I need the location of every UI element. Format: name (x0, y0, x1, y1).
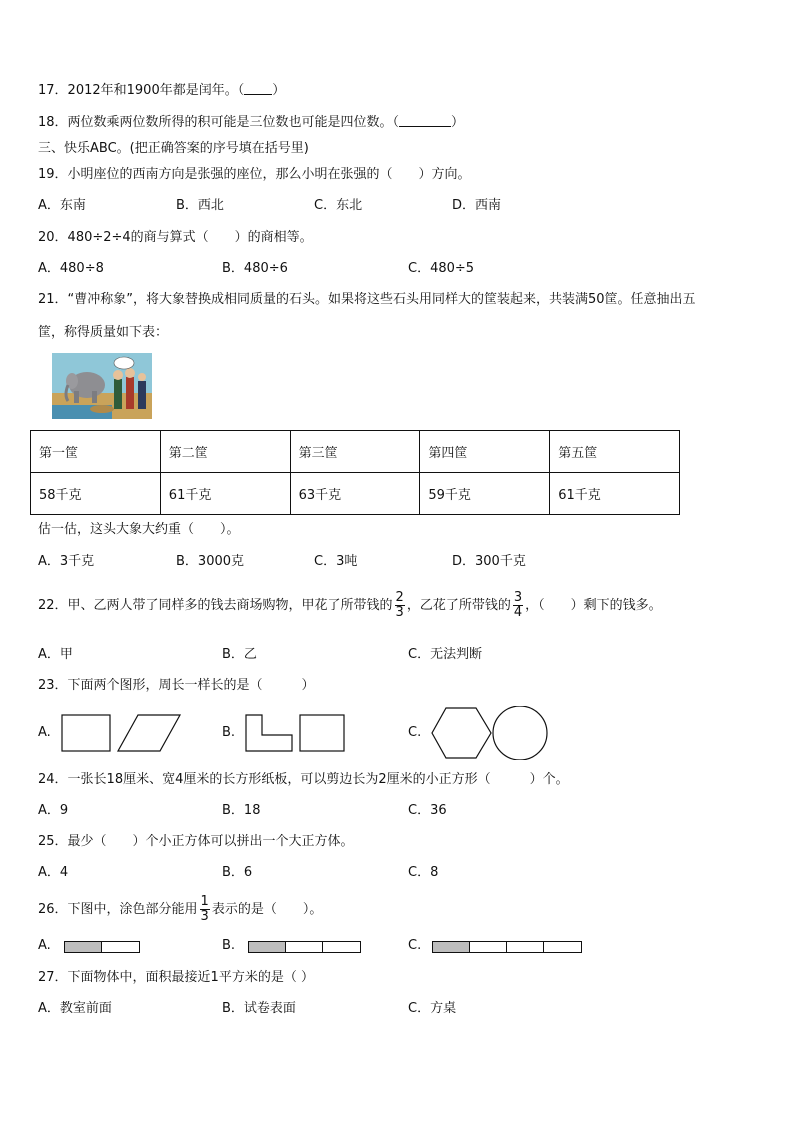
option-c[interactable]: C．无法判断 (408, 647, 483, 662)
blank-part (102, 942, 139, 952)
option-a[interactable]: A．9 (38, 803, 69, 818)
blank-part (323, 942, 360, 952)
table-header-cell: 第一筐 (31, 431, 161, 473)
option-d[interactable]: D．300千克 (452, 554, 526, 569)
table-header-cell: 第四筐 (420, 431, 550, 473)
table-header-row (31, 431, 680, 473)
option-a[interactable]: A. (38, 938, 51, 953)
question-23: 23．下面两个图形，周长一样长的是（ ） (38, 678, 315, 693)
shaded-part (65, 942, 102, 952)
option-c[interactable]: C. (408, 725, 422, 740)
fraction-bar-b (248, 941, 361, 953)
answer-blank[interactable] (244, 82, 272, 95)
question-18: 18．两位数乘两位数所得的积可能是三位数也可能是四位数。（ ） (38, 115, 465, 130)
hexagon-and-circle-figure (430, 706, 550, 760)
table-header-cell: 第五筐 (550, 431, 680, 473)
option-a[interactable]: A．东南 (38, 198, 86, 213)
fraction: $\frac{2}{3}$ (395, 590, 404, 620)
question-17: 17．2012年和1900年都是闰年。（ ） (38, 83, 286, 98)
option-c[interactable]: C．3吨 (314, 554, 358, 569)
fraction: $\frac{1}{3}$ (200, 894, 209, 924)
question-24: 24．一张长18厘米、宽4厘米的长方形纸板，可以剪边长为2厘米的小正方形（ ）个。 (38, 772, 569, 787)
option-c[interactable]: C．东北 (314, 198, 363, 213)
cao-chong-elephant-illustration (52, 353, 152, 419)
fraction: $\frac{3}{4}$ (513, 590, 523, 620)
question-26: 26．下图中，涂色部分能用 $\frac{1}{3}$ 表示的是（ ）。 (38, 894, 323, 924)
option-a[interactable]: A．教室前面 (38, 1001, 112, 1016)
table-cell: 59千克 (420, 473, 550, 515)
blank-part (286, 942, 323, 952)
question-27: 27．下面物体中，面积最接近1平方米的是（ ） (38, 970, 314, 985)
option-b[interactable]: B．3000克 (176, 554, 245, 569)
option-d[interactable]: D．西南 (452, 198, 502, 213)
option-a[interactable]: A．3千克 (38, 554, 95, 569)
option-b[interactable]: B．试卷表面 (222, 1001, 296, 1016)
table-header-cell: 第二筐 (160, 431, 290, 473)
l-shape-and-square-figure (244, 713, 348, 753)
blank-part (507, 942, 544, 952)
question-22: 22．甲、乙两人带了同样多的钱去商场购物，甲花了所带钱的 $\frac{2}{3}$ ，乙花了所带钱的 $\frac{3}{4}$ ，（ ）剩下的钱多。 (38, 590, 662, 620)
weights-table (30, 430, 680, 515)
fraction-bar-c (432, 941, 582, 953)
option-c[interactable]: C．36 (408, 803, 447, 818)
option-c[interactable]: C．480÷5 (408, 261, 475, 276)
table-cell: 61千克 (160, 473, 290, 515)
question-21-estimate: 估一估，这头大象大约重（ ）。 (38, 522, 240, 537)
table-cell: 61千克 (550, 473, 680, 515)
option-b[interactable]: B．18 (222, 803, 261, 818)
square-and-parallelogram-figure (60, 713, 184, 753)
table-row (31, 473, 680, 515)
question-20: 20．480÷2÷4的商与算式（ ）的商相等。 (38, 230, 313, 245)
option-a[interactable]: A. (38, 725, 51, 740)
option-b[interactable]: B．乙 (222, 647, 257, 662)
question-21-line-2: 筐，称得质量如下表： (38, 325, 169, 340)
option-a[interactable]: A．甲 (38, 647, 73, 662)
option-c[interactable]: C. (408, 938, 422, 953)
blank-part (544, 942, 581, 952)
shaded-part (249, 942, 286, 952)
question-25: 25．最少（ ）个小正方体可以拼出一个大正方体。 (38, 834, 354, 849)
question-19: 19．小明座位的西南方向是张强的座位，那么小明在张强的（ ）方向。 (38, 167, 471, 182)
question-21-line-1: 21．“曹冲称象”，将大象替换成相同质量的石头。如果将这些石头用同样大的筐装起来，共装满50筐。任意抽出五 (38, 292, 696, 307)
section-heading: 三、快乐ABC。(把正确答案的序号填在括号里) (38, 141, 309, 156)
option-c[interactable]: C．方桌 (408, 1001, 457, 1016)
option-b[interactable]: B．6 (222, 865, 253, 880)
blank-part (470, 942, 507, 952)
option-c[interactable]: C．8 (408, 865, 439, 880)
option-b[interactable]: B. (222, 725, 236, 740)
option-b[interactable]: B．西北 (176, 198, 224, 213)
answer-blank[interactable] (399, 114, 451, 127)
option-b[interactable]: B．480÷6 (222, 261, 288, 276)
table-header-cell: 第三筐 (290, 431, 420, 473)
table-cell: 58千克 (31, 473, 161, 515)
fraction-bar-a (64, 941, 140, 953)
option-b[interactable]: B. (222, 938, 236, 953)
table-cell: 63千克 (290, 473, 420, 515)
option-a[interactable]: A．4 (38, 865, 69, 880)
option-a[interactable]: A．480÷8 (38, 261, 104, 276)
shaded-part (433, 942, 470, 952)
